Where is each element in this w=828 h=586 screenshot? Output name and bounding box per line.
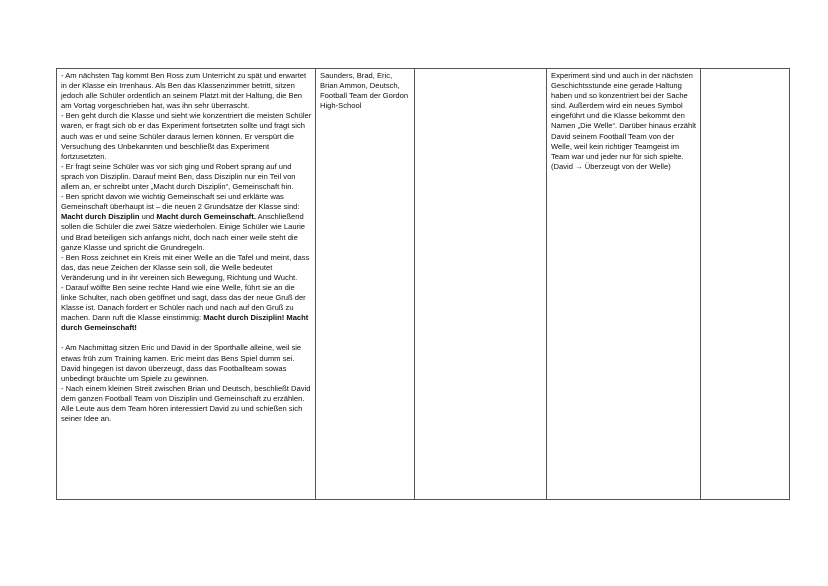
paragraph: - Er fragt seine Schüler was vor sich ging und Robert sprang auf und sprach von Disziplin. Darauf meint Ben, dass Disziplin nur ein Teil von allem an, er schreibt unter „Macht durch Disziplin“, Gemeinschaft hin.	[61, 161, 296, 192]
paragraph: - Am Nachmittag sitzen Eric und David in der Sporthalle alleine, weil sie etwas früh zum Training kamen. Eric meint das Bens Spiel dumm sei. David hingegen ist davon überzeugt, dass das Footballteam sowas unbedingt bräuchte um Spiele zu gewinnen.	[61, 343, 302, 383]
paragraph: - Am nächsten Tag kommt Ben Ross zum Unterricht zu spät und erwartet in der Klasse ein Irrenhaus. Als Ben das Klassenzimmer betritt, sitzen jedoch alle Schüler ordentlich an seinem Platzt mit der Haltung, die Ben am Vortag vorgeschrieben hat, was ihn sehr überrascht.	[61, 71, 307, 111]
bold-phrase: Macht durch Disziplin! Macht durch Gemeinschaft!	[61, 313, 309, 333]
events-cell	[57, 69, 316, 500]
text-run: - Darauf wölfte Ben seine rechte Hand wie eine Welle, führt sie an die linke Schulter, nach oben geöffnet und sagt, dass das der neue Gruß der Klasse ist. Danach fordert er Schüler nach und nach auf den Gruß zu machen. Dann ruft die Klasse einstimmig:	[61, 282, 306, 323]
summary-text: Experiment sind und auch in der nächsten Geschichtsstunde eine gerade Haltung haben und so konzentriert bei der Sache sind. Außerdem wird ein neues Symbol eingeführt und die Klasse bekommt den Namen „Die Welle“. Darüber hinaus erzählt David seinem Football Team von der Welle, weil kein richtiger Teamgeist im Team war und jeder nur für sich spielte. (David → Überzeugt von der Welle)	[551, 71, 697, 171]
text-run: und	[139, 212, 157, 222]
paragraph	[61, 283, 312, 333]
empty-cell	[701, 69, 790, 500]
characters-text: Saunders, Brad, Eric, Brian Ammon, Deutsch, Football Team der Gordon High-School	[320, 71, 409, 111]
summary-table	[56, 68, 790, 500]
paragraph: - Nach einem kleinen Streit zwischen Brian und Deutsch, beschließt David dem ganzen Football Team von Disziplin und Gemeinschaft zu erzählen. Alle Leute aus dem Team hören interessiert David zu und schießen sich seiner Idee an.	[61, 383, 311, 424]
text-run: - Ben spricht davon wie wichtig Gemeinschaft sei und erklärte was Gemeinschaft überhaupt ist – die neuen 2 Grundsätze der Klasse sind:	[61, 192, 300, 212]
blank-line	[61, 333, 312, 343]
empty-cell	[415, 69, 547, 500]
paragraph	[61, 192, 312, 253]
summary-cell	[547, 69, 701, 500]
table-row	[57, 69, 790, 500]
paragraph: - Ben Ross zeichnet ein Kreis mit einer Welle an die Tafel und meint, dass das, das neue Zeichen der Klasse sein soll, die Welle bedeutet Veränderung und in ihr vereinen sich Bewegung, Richtung und Wucht.	[61, 252, 310, 282]
characters-cell	[316, 69, 415, 500]
bold-phrase: Macht durch Gemeinschaft.	[156, 212, 256, 222]
text-run: Anschließend sollen die Schüler die zwei Sätze wiederholen. Einige Schüler wie Laurie und Brad beteiligen sich anfangs nicht, doch nach einer weile steht die ganze Klasse und spricht die Grundregeln.	[61, 212, 305, 252]
paragraph: - Ben geht durch die Klasse und sieht wie konzentriert die meisten Schüler waren, er fragt sich ob er das Experiment fortsetzten sollte und fragt sich auch was er und seine Schüler daraus lernen können. Er verspürt die Versuchung des Unbekannten und beschließt das Experiment fortzusetzten.	[61, 111, 312, 161]
bold-phrase: Macht durch Disziplin	[61, 212, 140, 222]
